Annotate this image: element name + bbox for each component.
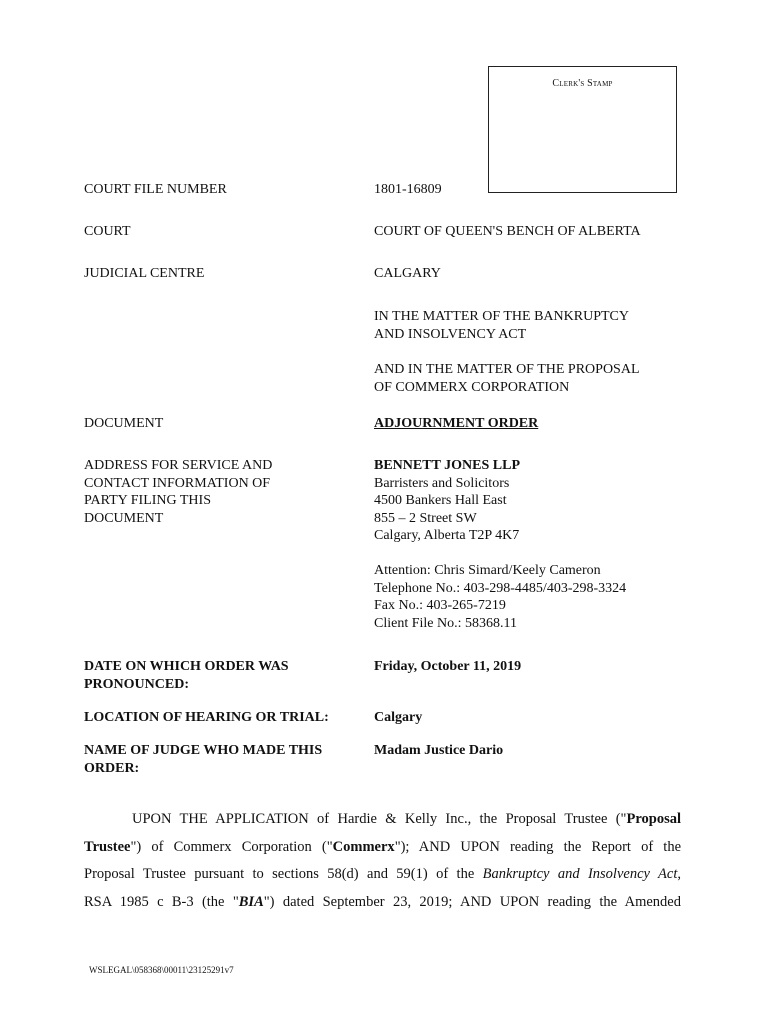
court-file-number-value: 1801-16809: [374, 182, 442, 197]
contact-line: Telephone No.: 403-298-4485/403-298-3324: [374, 580, 627, 596]
matter-proposal: [374, 361, 704, 396]
address-line: Barristers and Solicitors: [374, 475, 510, 491]
address-line: Calgary, Alberta T2P 4K7: [374, 528, 520, 543]
paragraph-line: Trustee") of Commerx Corporation ("Commerx"); AND UPON reading the Report of the: [84, 838, 682, 855]
location-label: LOCATION OF HEARING OR TRIAL:: [84, 710, 329, 725]
clerks-stamp-label: Clerk's Stamp: [552, 78, 613, 89]
judge-label: [84, 742, 354, 777]
matter-bia-line: IN THE MATTER OF THE BANKRUPTCY: [374, 309, 629, 324]
judge-value: Madam Justice Dario: [374, 743, 504, 758]
document-label: DOCUMENT: [84, 416, 164, 431]
address-label-line: CONTACT INFORMATION OF: [84, 475, 271, 491]
matter-bia: [374, 308, 704, 343]
judge-label-line: ORDER:: [84, 760, 140, 776]
document-title: ADJOURNMENT ORDER: [374, 416, 539, 431]
address-label-line: DOCUMENT: [84, 510, 164, 526]
court-label: COURT: [84, 224, 131, 239]
contact-line: Fax No.: 403-265-7219: [374, 598, 506, 613]
date-pronounced-value: Friday, October 11, 2019: [374, 659, 522, 674]
court-value: COURT OF QUEEN'S BENCH OF ALBERTA: [374, 224, 641, 239]
address-label-line: ADDRESS FOR SERVICE AND: [84, 458, 273, 473]
matter-bia-line: AND INSOLVENCY ACT: [374, 326, 527, 342]
matter-proposal-line: OF COMMERX CORPORATION: [374, 379, 570, 395]
address-block: [374, 457, 704, 545]
order-preamble-paragraph: [84, 806, 681, 916]
address-line: 4500 Bankers Hall East: [374, 493, 507, 508]
contact-block: [374, 562, 704, 632]
judicial-centre-value: CALGARY: [374, 266, 441, 281]
firm-name: BENNETT JONES LLP: [374, 458, 521, 473]
court-file-number-label: COURT FILE NUMBER: [84, 182, 227, 197]
matter-proposal-line: AND IN THE MATTER OF THE PROPOSAL: [374, 362, 640, 377]
contact-line: Client File No.: 58368.11: [374, 615, 517, 631]
document-footer-id: WSLEGAL\058368\00011\23125291v7: [89, 965, 234, 975]
date-pronounced-label-line: DATE ON WHICH ORDER WAS: [84, 659, 289, 674]
contact-line: Attention: Chris Simard/Keely Cameron: [374, 563, 601, 578]
paragraph-line: Proposal Trustee pursuant to sections 58(d) and 59(1) of the Bankruptcy and Insolvency Act,: [84, 866, 681, 882]
address-label-line: PARTY FILING THIS: [84, 493, 211, 508]
paragraph-line: RSA 1985 c B-3 (the "BIA") dated September 23, 2019; AND UPON reading the Amended: [84, 893, 681, 910]
date-pronounced-label-line: PRONOUNCED:: [84, 676, 189, 692]
date-pronounced-label: [84, 658, 354, 693]
address-label: [84, 457, 354, 527]
judge-label-line: NAME OF JUDGE WHO MADE THIS: [84, 743, 323, 758]
judicial-centre-label: JUDICIAL CENTRE: [84, 266, 205, 281]
clerks-stamp-box: [488, 66, 677, 193]
location-value: Calgary: [374, 710, 423, 725]
paragraph-line: UPON THE APPLICATION of Hardie & Kelly Inc., the Proposal Trustee ("Proposal: [132, 811, 681, 827]
address-line: 855 – 2 Street SW: [374, 510, 477, 526]
